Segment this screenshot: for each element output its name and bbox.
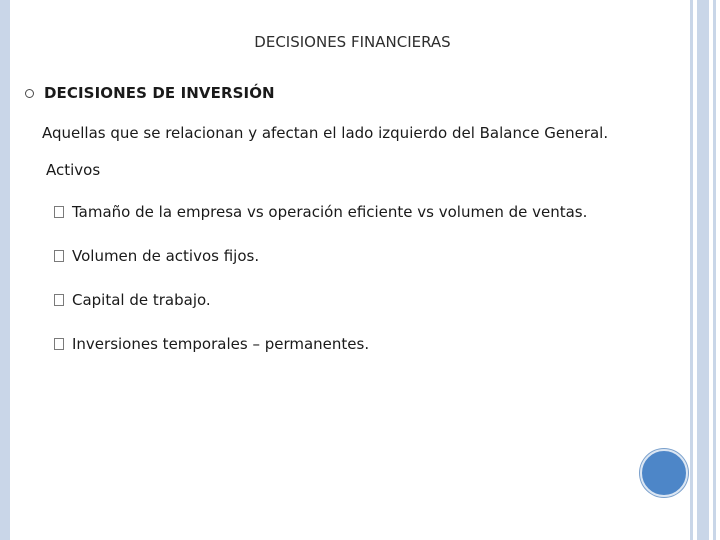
box-bullet-icon	[54, 206, 64, 218]
list-item-text: Tamaño de la empresa vs operación eficiente vs volumen de ventas.	[72, 203, 588, 221]
list-item-text: Capital de trabajo.	[72, 291, 211, 309]
left-frame-bar	[0, 0, 10, 540]
list-item	[54, 334, 587, 354]
right-frame-stripe-outer	[713, 0, 716, 540]
right-frame-stripe	[690, 0, 693, 540]
list-item-text: Volumen de activos fijos.	[72, 247, 260, 265]
box-bullet-icon	[54, 338, 64, 350]
bullet-list	[54, 202, 587, 378]
list-item	[54, 246, 587, 266]
box-bullet-icon	[54, 294, 64, 306]
slide-title: DECISIONES FINANCIERAS	[254, 33, 451, 51]
right-frame-bar	[697, 0, 709, 540]
ring-bullet-icon	[25, 89, 34, 98]
decorative-circle-icon	[640, 449, 688, 497]
list-item-text: Inversiones temporales – permanentes.	[72, 335, 370, 353]
section-heading: DECISIONES DE INVERSIÓN	[44, 84, 275, 102]
box-bullet-icon	[54, 250, 64, 262]
list-item	[54, 202, 587, 222]
heading-row	[25, 84, 275, 102]
subheading: Activos	[46, 161, 101, 179]
list-item	[54, 290, 587, 310]
description-paragraph: Aquellas que se relacionan y afectan el lado izquierdo del Balance General.	[42, 124, 609, 142]
